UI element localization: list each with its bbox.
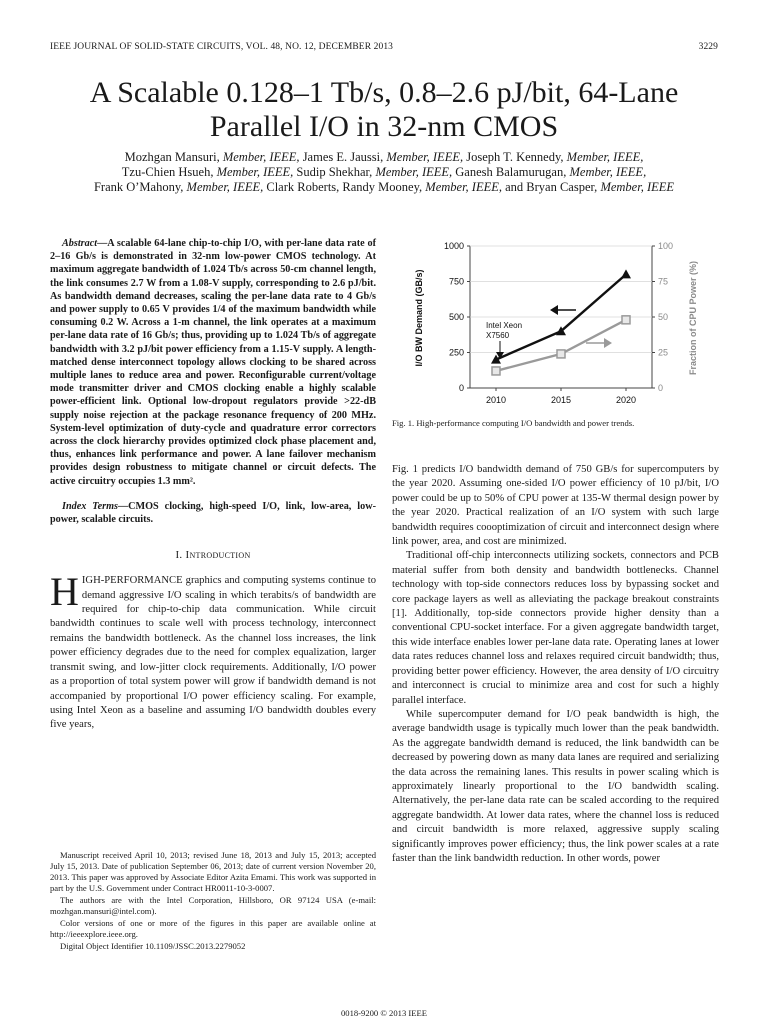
annotation-xeon bbox=[486, 321, 522, 359]
annotation-line-1: Intel Xeon bbox=[486, 321, 523, 330]
author-name: Tzu-Chien Hsueh, bbox=[121, 165, 214, 179]
footnote-color: Color versions of one or more of the figures in this paper are available online at http://ieeexplore.ieee.org. bbox=[50, 918, 376, 939]
data-point bbox=[622, 316, 630, 324]
paragraph: While supercomputer demand for I/O peak bandwidth is high, the average bandwidth usage is typically much lower than the peak bandwidth. As the aggregate bandwidth demand is reduced, the link bandwidth can be decreased by powering down as many data lanes are required and serializing the data across the remaining lanes. This results in power scaling which is approximately linearly proportional to the I/O bandwidth scaling. Alternatively, the per-lane data rate can be scaled according to the required aggregate bandwidth. At lower data rates, where the channel loss is reduced and circuit bandwidth is more relaxed, aggressive supply scaling significantly improves power efficiency; thus, the link power scales at a rate faster than the link bandwidth reduction. In other words, power bbox=[392, 708, 719, 864]
paragraph: Fig. 1 predicts I/O bandwidth demand of 750 GB/s for supercomputers by the year 2020. Assuming one-sided I/O power efficiency of 10 pJ/bit, I/O power could be up to 50% of CPU power at 135-W thermal design power by the year 2020. Practical realization of an I/O system with such large bandwidth requires coooptimization of circuit and interconnect design where link power, area, and cost are minimized. bbox=[392, 464, 719, 548]
author-line-1 bbox=[40, 150, 728, 165]
data-point bbox=[492, 367, 500, 375]
bandwidth-power-chart bbox=[404, 238, 704, 410]
intro-text: IGH-PERFORMANCE graphics and computing systems continue to demand aggressive I/O scaling in which terabits/s of bandwidth are required for chip-to-chip data communication. While circuit bandwidth continues to scale well with process technology, interconnect remains the bandwidth bottleneck. As the channel loss increases, the link power efficiency degrades due to the need for complex equalization, larger transmit swing, and low-jitter clock requirements. Additionally, I/O power as a proportion of total system power will grow if bandwidth demand is not accompanied by proportional I/O power efficiency scaling. For example, using Intel Xeon as a baseline and assuming I/O bandwidth doubles every five years, bbox=[50, 575, 376, 731]
author-role: Member, IEEE, bbox=[216, 165, 294, 179]
annotation-line-2: X7560 bbox=[486, 331, 510, 340]
author-role: Member, IEEE, bbox=[425, 180, 502, 194]
y2-tick-label: 75 bbox=[658, 276, 669, 287]
data-point bbox=[621, 269, 631, 278]
tick-labels bbox=[444, 241, 673, 405]
author-name: Ganesh Balamurugan, bbox=[455, 165, 567, 179]
data-point bbox=[557, 350, 565, 358]
y2-axis-label: Fraction of CPU Power (%) bbox=[688, 260, 698, 376]
footnote-manuscript: Manuscript received April 10, 2013; revised June 18, 2013 and July 15, 2013; accepted July 15, 2013. Date of publication September 06, 2013; date of current version November 20, 2013. This paper was approved by Associate Editor Azita Emami. This work was supported in part by the U.S. Government under Contract HR0011-10-3-0007. bbox=[50, 850, 376, 893]
title-line-1: A Scalable 0.128–1 Tb/s, 0.8–2.6 pJ/bit, 64-Lane bbox=[89, 76, 679, 109]
footnotes bbox=[50, 850, 376, 953]
section-number: I. bbox=[175, 549, 183, 562]
intro-paragraph bbox=[50, 569, 376, 732]
right-arrow-head bbox=[604, 338, 612, 348]
running-header bbox=[50, 42, 718, 56]
paper-title bbox=[40, 76, 728, 144]
author-list bbox=[40, 150, 728, 195]
author-line-2 bbox=[40, 165, 728, 180]
y-tick-label: 250 bbox=[448, 347, 464, 358]
author-name: Mozhgan Mansuri, bbox=[124, 150, 220, 164]
y2-tick-label: 50 bbox=[658, 312, 669, 322]
y-axis-label: I/O BW Demand (GB/s) bbox=[414, 269, 424, 367]
author-name: Joseph T. Kennedy, bbox=[466, 150, 564, 164]
figure-1 bbox=[404, 238, 704, 410]
index-terms-lead: Index Terms bbox=[62, 500, 118, 512]
y-tick-label: 0 bbox=[458, 383, 464, 393]
title-line-2: Parallel I/O in 32-nm CMOS bbox=[209, 110, 559, 143]
y-tick-label: 1000 bbox=[443, 241, 464, 251]
x-tick-label: 2015 bbox=[550, 395, 572, 405]
paragraph: Traditional off-chip interconnects utilizing sockets, connectors and PCB material suffer from both density and bandwidth bottlenecks. Channel technology with top-side connectors reduces loss by bypassing socket and core package layers as well as alleviating the package breakout constraints [1]. Additionally, top-side connectors provide higher density than a conventional CPU-socket interface. For a given aggregate bandwidth target, this wide interface enables lower per-lane data rate. Operating lanes at lower data rates reduces channel loss and relaxes required circuit bandwidth; thus, providing better power efficiency. However, the area density of I/O circuitry and interconnect is crucial to minimize area and cost for such a highly parallel interface. bbox=[392, 550, 719, 706]
left-column bbox=[50, 237, 376, 733]
drop-cap: H bbox=[50, 569, 79, 615]
author-name: and Bryan Casper, bbox=[505, 180, 598, 194]
y2-tick-label: 25 bbox=[658, 347, 669, 358]
author-role: Member, IEEE, bbox=[569, 165, 647, 179]
right-column-text bbox=[392, 463, 719, 866]
author-name: Clark Roberts, Randy Mooney, bbox=[266, 180, 423, 194]
left-arrow-head bbox=[550, 305, 558, 315]
author-name: Sudip Shekhar, bbox=[296, 165, 373, 179]
index-terms bbox=[50, 500, 376, 526]
author-role: Member, IEEE, bbox=[222, 150, 300, 164]
author-role: Member, IEEE, bbox=[375, 165, 453, 179]
y2-tick-label: 0 bbox=[658, 383, 664, 393]
journal-header: IEEE JOURNAL OF SOLID-STATE CIRCUITS, VOL. 48, NO. 12, DECEMBER 2013 bbox=[50, 42, 394, 52]
x-tick-label: 2020 bbox=[615, 395, 637, 405]
figure-caption: Fig. 1. High-performance computing I/O bandwidth and power trends. bbox=[392, 418, 635, 428]
footnote-affiliation: The authors are with the Intel Corporation, Hillsboro, OR 97124 USA (e-mail: mozhgan.mansuri@intel.com). bbox=[50, 895, 376, 916]
y-tick-label: 750 bbox=[448, 276, 464, 287]
left-axis-arrow bbox=[550, 305, 576, 315]
author-role: Member, IEEE, bbox=[186, 180, 264, 194]
footnote-doi: Digital Object Identifier 10.1109/JSSC.2013.2279052 bbox=[60, 941, 246, 951]
y-tick-label: 500 bbox=[448, 312, 464, 322]
page-number: 3229 bbox=[698, 42, 718, 52]
abstract-lead: Abstract bbox=[62, 238, 98, 249]
index-terms-text: —CMOS clocking, high-speed I/O, link, low-area, low-power, scalable circuits. bbox=[50, 500, 376, 526]
author-role: Member, IEEE, bbox=[566, 150, 644, 164]
abstract-text: —A scalable 64-lane chip-to-chip I/O, with per-lane data rate of 2–16 Gb/s is demonstrated in 32-nm low-power CMOS technology. At maximum aggregate bandwidth of 1.024 Tb/s across 50-cm channel length, the link consumes 2.7 W from a 1.08-V supply, corresponding to 2.6 pJ/bit. As bandwidth demand decreases, scaling the per-lane data rate to 4 Gb/s and power supply to 0.65 V provides 1/4 of the maximum bandwidth while consuming 0.2 W. Across a 1-m channel, the link operates at a maximum per-lane data rate of 16 Gb/s; thus, providing up to 1.024 Tb/s of aggregate bandwidth with 3.2 pJ/bit power efficiency from a 1.15-V supply. A length-matched dense interconnect topology allows clocking to be shared across multiple lanes to reduce area and power. Reconfigurable current/voltage mode transmitter driver and CMOS clocking enable a highly scalable power-efficient link. Optional low-dropout regulators provide >22-dB supply noise rejection at the package resonance frequency of 200 MHz. System-level optimization of duty-cycle and quadrature error correctors across the clock hierarchy provides optimized clock phase placement and, thus, enhances link performance and power. A lane failover mechanism provides design robustness to mitigate channel or circuit defects. The active circuitry occupies 1.3 mm². bbox=[50, 238, 376, 487]
x-tick-label: 2010 bbox=[485, 395, 507, 405]
section-title: Introduction bbox=[185, 549, 251, 562]
author-name: James E. Jaussi, bbox=[302, 150, 384, 164]
copyright-footer: 0018-9200 © 2013 IEEE bbox=[340, 1008, 427, 1018]
y2-tick-label: 100 bbox=[658, 241, 674, 251]
section-heading bbox=[50, 548, 376, 562]
author-role: Member, IEEE bbox=[600, 180, 675, 194]
abstract bbox=[50, 237, 376, 488]
author-role: Member, IEEE, bbox=[386, 150, 464, 164]
author-line-3 bbox=[40, 180, 728, 195]
author-name: Frank O’Mahony, bbox=[93, 180, 184, 194]
